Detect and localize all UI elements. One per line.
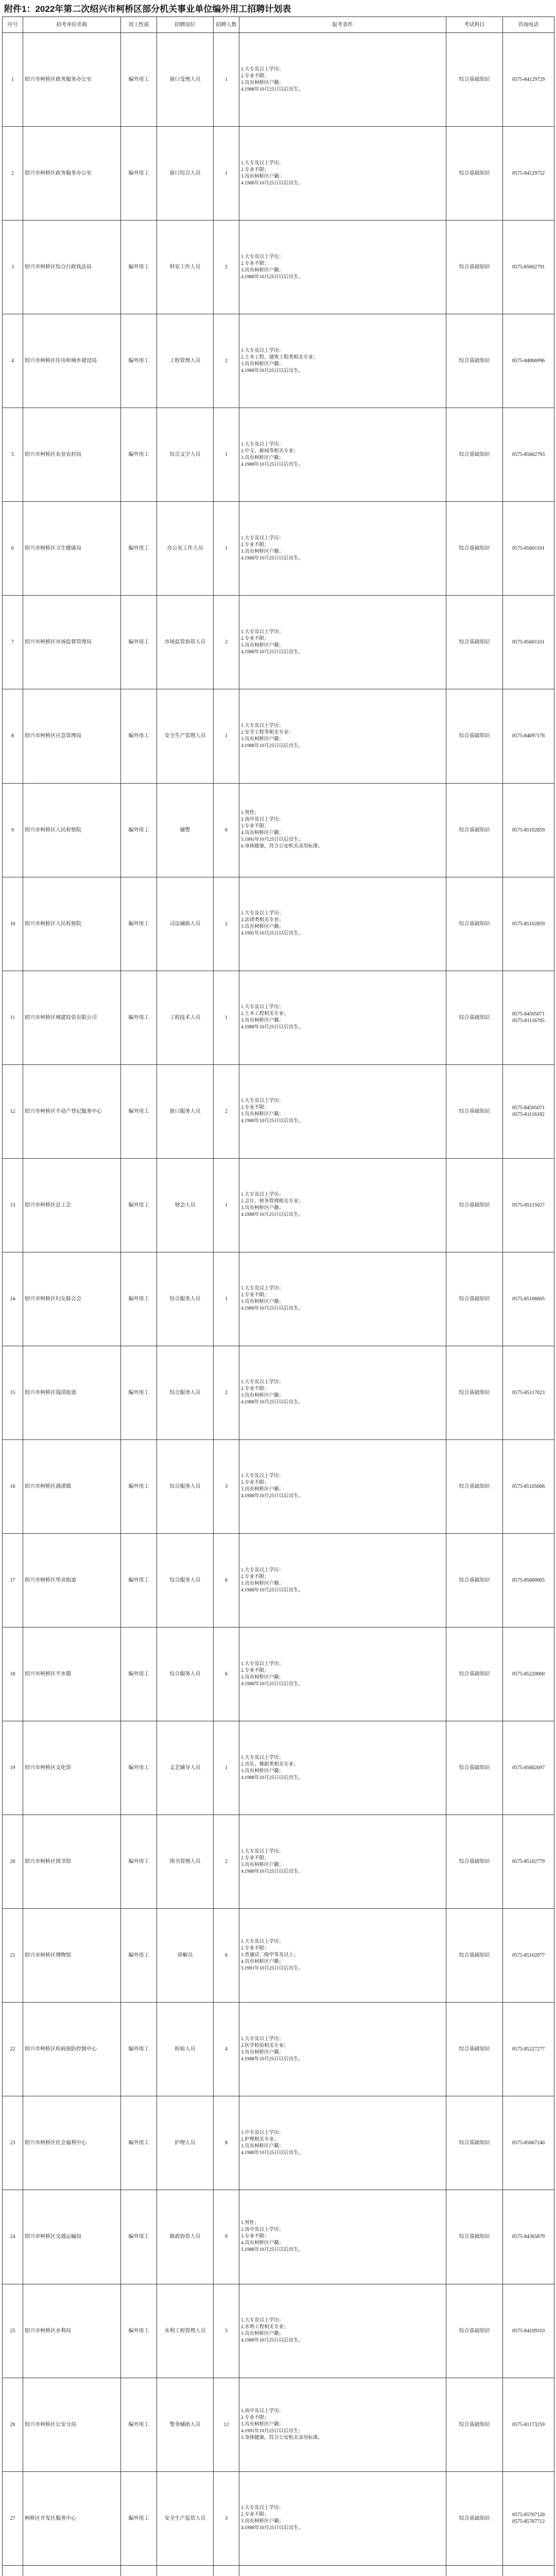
cell-no: 13 [3, 1158, 23, 1252]
cell-no: 4 [3, 314, 23, 408]
cell-nature: 编外用工 [121, 314, 157, 408]
cell-phone: 0575-85767120 0575-85767712 [503, 2471, 554, 2565]
cell-phone: 0575-85667240 [503, 2096, 554, 2190]
table-row [3, 1439, 554, 1533]
cell-count: 6 [214, 1909, 239, 2003]
cell-phone: 0575-85115027 [503, 1158, 554, 1252]
cell-unit: 绍兴市柯桥区市场监督管理局 [23, 596, 121, 689]
cell-subject: 综合基础知识 [446, 596, 503, 689]
cell-requirements: 1.高中及以上学历； 2.专业不限； 3.具有柯桥区户籍； 4.1991年10月25日以后出生； 5.身体健康，符合公安机关录用标准。 [239, 2378, 446, 2471]
cell-subject: 综合基础知识 [446, 1628, 503, 1721]
cell-subject: 综合基础知识 [446, 1721, 503, 1815]
cell-phone: 0575-85601101 [503, 502, 554, 596]
cell-post: 工程管理人员 [157, 314, 214, 408]
cell-count: 1 [214, 689, 239, 783]
cell-subject: 综合基础知识 [446, 2096, 503, 2190]
cell-unit: 绍兴市柯桥区住房和城乡建设局 [23, 314, 121, 408]
cell-phone: 0575-84505071 0575-81116705 [503, 971, 554, 1064]
cell-subject: 综合基础知识 [446, 783, 503, 877]
table-row [3, 2565, 554, 2576]
cell-count: 1 [214, 33, 239, 127]
cell-subject: 综合基础知识 [446, 314, 503, 408]
cell-requirements: 1.大专及以上学历； 2.专业不限； 3.具有柯桥区户籍； 4.1988年10月25日以后出生。 [239, 1439, 446, 1533]
cell-subject: 综合基础知识 [446, 1534, 503, 1628]
cell-no: 10 [3, 877, 23, 971]
table-row [3, 2096, 554, 2190]
header-unit: 招考单位名称 [23, 17, 121, 33]
cell-count: 1 [214, 127, 239, 221]
cell-phone: 0575-84129729 [503, 33, 554, 127]
cell-unit: 绍兴市柯桥区总工会 [23, 1158, 121, 1252]
table-row [3, 127, 554, 221]
cell-unit: 绍兴市柯桥区卫生健康局 [23, 502, 121, 596]
cell-count: 3 [214, 1439, 239, 1533]
cell-count: 8 [214, 2096, 239, 2190]
cell-unit: 绍兴市柯桥区文化馆 [23, 1721, 121, 1815]
cell-unit [23, 2565, 121, 2576]
cell-phone: 0575-85105006 [503, 1439, 554, 1533]
cell-count [214, 2565, 239, 2576]
cell-phone: 0575-85227277 [503, 2003, 554, 2096]
cell-count: 1 [214, 1252, 239, 1346]
cell-unit: 绍兴市柯桥区不动产登记服务中心 [23, 1064, 121, 1158]
cell-post: 综合服务人员 [157, 1628, 214, 1721]
cell-unit: 绍兴市柯桥区交通运输局 [23, 2190, 121, 2284]
cell-count: 1 [214, 971, 239, 1064]
cell-post: 讲解员 [157, 1909, 214, 2003]
table-row [3, 1815, 554, 1909]
cell-requirements: 1.大专及以上学历； 2.水利工程相关专业； 3.具有柯桥区户籍； 4.1988年10月25日以后出生。 [239, 2284, 446, 2378]
cell-nature: 编外用工 [121, 1534, 157, 1628]
cell-phone: 0575-85117023 [503, 1346, 554, 1439]
cell-phone: 0575-85600005 [503, 1534, 554, 1628]
cell-post: 路政协管人员 [157, 2190, 214, 2284]
cell-post [157, 2565, 214, 2576]
cell-subject: 综合基础知识 [446, 221, 503, 314]
table-body [3, 33, 554, 2576]
cell-requirements: 1.大专及以上学历； 2.专业不限； 3.具有柯桥区户籍； 4.1988年10月25日以后出生。 [239, 1064, 446, 1158]
cell-nature: 编外用工 [121, 221, 157, 314]
cell-post: 窗口综合人员 [157, 127, 214, 221]
cell-nature: 编外用工 [121, 689, 157, 783]
cell-post: 警务辅助人员 [157, 2378, 214, 2471]
cell-requirements: 1.大专及以上学历； 2.专业不限； 3.具有柯桥区户籍； 4.1988年10月25日以后出生。 [239, 502, 446, 596]
cell-nature: 编外用工 [121, 1064, 157, 1158]
cell-subject: 综合基础知识 [446, 689, 503, 783]
cell-nature: 编外用工 [121, 1909, 157, 2003]
cell-subject: 综合基础知识 [446, 1815, 503, 1909]
cell-nature: 编外用工 [121, 1815, 157, 1909]
cell-count: 4 [214, 2003, 239, 2096]
table-row [3, 1909, 554, 2003]
cell-requirements: 1.大专及以上学历； 2.专业不限； 3.具有柯桥区户籍； 4.1988年10月25日以后出生。 [239, 1346, 446, 1439]
cell-no: 1 [3, 33, 23, 127]
cell-subject: 综合基础知识 [446, 2471, 503, 2565]
cell-post: 安全生产管理人员 [157, 689, 214, 783]
cell-unit: 绍兴市柯桥区妇女联合会 [23, 1252, 121, 1346]
cell-requirements: 1.大专及以上学历； 2.医学检验相关专业； 3.具有柯桥区户籍； 4.1988年10月25日以后出生。 [239, 2003, 446, 2096]
cell-requirements: 1.男性； 2.高中及以上学历； 3.专业不限； 4.具有柯桥区户籍； 5.1991年10月25日以后出生； 6.身体健康，符合公安机关录用标准。 [239, 783, 446, 877]
table-row [3, 689, 554, 783]
cell-requirements: 1.男性； 2.高中及以上学历； 3.专业不限； 4.具有柯桥区户籍； 5.1988年10月25日以后出生。 [239, 2190, 446, 2284]
header-subject: 考试科目 [446, 17, 503, 33]
cell-unit: 绍兴市柯桥区钱清街道 [23, 1346, 121, 1439]
cell-nature: 编外用工 [121, 2003, 157, 2096]
cell-phone: 0575-85102779 [503, 1815, 554, 1909]
cell-post: 综合服务人员 [157, 1534, 214, 1628]
cell-unit: 绍兴市柯桥区图书馆 [23, 1815, 121, 1909]
cell-subject: 综合基础知识 [446, 877, 503, 971]
cell-nature: 编外用工 [121, 2096, 157, 2190]
cell-unit: 绍兴市柯桥区政务服务办公室 [23, 33, 121, 127]
cell-post: 文艺辅导人员 [157, 1721, 214, 1815]
cell-unit: 绍兴市柯桥区综合行政执法局 [23, 221, 121, 314]
cell-subject: 综合基础知识 [446, 502, 503, 596]
cell-post: 综合服务人员 [157, 1346, 214, 1439]
cell-nature: 编外用工 [121, 971, 157, 1064]
cell-subject: 综合基础知识 [446, 1346, 503, 1439]
cell-no: 11 [3, 971, 23, 1064]
cell-phone: 0575-84129752 [503, 127, 554, 221]
cell-no: 24 [3, 2190, 23, 2284]
cell-count: 6 [214, 1534, 239, 1628]
cell-phone: 0575-84066996 [503, 314, 554, 408]
cell-requirements: 1.大专及以上学历； 2.土木工程相关专业； 3.具有柯桥区户籍； 4.1988年10月25日以后出生。 [239, 971, 446, 1064]
cell-count: 2 [214, 1346, 239, 1439]
cell-requirements: 1.大专及以上学历； 2.音乐、舞蹈类相关专业； 3.具有柯桥区户籍； 4.1988年10月25日以后出生。 [239, 1721, 446, 1815]
cell-nature: 编外用工 [121, 1158, 157, 1252]
table-row [3, 2190, 554, 2284]
table-row [3, 971, 554, 1064]
cell-nature: 编外用工 [121, 33, 157, 127]
cell-nature: 编外用工 [121, 1721, 157, 1815]
cell-nature: 编外用工 [121, 127, 157, 221]
cell-unit: 绍兴市柯桥区城建投资有限公司 [23, 971, 121, 1064]
cell-nature: 编外用工 [121, 1346, 157, 1439]
cell-post: 窗口服务人员 [157, 1064, 214, 1158]
cell-subject: 综合基础知识 [446, 33, 503, 127]
cell-requirements: 1.大专及以上学历； 2.专业不限； 3.具有柯桥区户籍； 4.1988年10月25日以后出生。 [239, 33, 446, 127]
table-row [3, 502, 554, 596]
cell-requirements: 1.大专及以上学历； 2.专业不限； 3.具有柯桥区户籍； 4.1988年10月25日以后出生。 [239, 596, 446, 689]
cell-no: 3 [3, 221, 23, 314]
cell-unit: 绍兴市柯桥区华舍街道 [23, 1534, 121, 1628]
cell-post: 辅警 [157, 783, 214, 877]
recruitment-table [2, 16, 554, 2576]
cell-nature [121, 2565, 157, 2576]
cell-phone: 0575-84109310 [503, 2284, 554, 2378]
cell-count: 2 [214, 1815, 239, 1909]
table-row [3, 33, 554, 127]
cell-unit: 绍兴市柯桥区平水镇 [23, 1628, 121, 1721]
header-requirements: 报考条件 [239, 17, 446, 33]
table-row [3, 1252, 554, 1346]
cell-nature: 编外用工 [121, 1628, 157, 1721]
cell-requirements: 1.大专及以上学历； 2.专业不限； 3.具有柯桥区户籍； 4.1988年10月25日以后出生。 [239, 127, 446, 221]
cell-requirements: 1.大专及以上学历； 2.专业不限； 3.具有柯桥区户籍； 4.1988年10月25日以后出生。 [239, 221, 446, 314]
cell-no: 23 [3, 2096, 23, 2190]
cell-no: 22 [3, 2003, 23, 2096]
cell-nature: 编外用工 [121, 2471, 157, 2565]
cell-subject [446, 2565, 503, 2576]
cell-requirements: 1.大专及以上学历； 2.专业不限； 3.具有柯桥区户籍； 4.1988年10月25日以后出生。 [239, 2471, 446, 2565]
cell-requirements [239, 2565, 446, 2576]
cell-unit: 绍兴市柯桥区漓渚镇 [23, 1439, 121, 1533]
cell-no [3, 2565, 23, 2576]
table-row [3, 2471, 554, 2565]
cell-nature: 编外用工 [121, 783, 157, 877]
table-row [3, 1628, 554, 1721]
table-row [3, 314, 554, 408]
cell-nature: 编外用工 [121, 502, 157, 596]
cell-no: 6 [3, 502, 23, 596]
cell-requirements: 1.大专及以上学历； 2.专业不限； 3.具有柯桥区户籍； 4.1988年10月25日以后出生。 [239, 1534, 446, 1628]
cell-nature: 编外用工 [121, 596, 157, 689]
cell-phone: 0575-85602793 [503, 408, 554, 502]
table-row [3, 408, 554, 502]
cell-subject: 综合基础知识 [446, 2284, 503, 2378]
cell-phone: 0575-85102077 [503, 1909, 554, 2003]
cell-no: 14 [3, 1252, 23, 1346]
cell-subject: 综合基础知识 [446, 1064, 503, 1158]
cell-no: 15 [3, 1346, 23, 1439]
cell-no: 2 [3, 127, 23, 221]
table-row [3, 221, 554, 314]
cell-phone: 0575-84365879 [503, 2190, 554, 2284]
cell-requirements: 1.大专及以上学历； 2.专业不限； 3.普通话二级甲等及以上； 4.具有柯桥区户籍； 5.1991年10月25日以后出生。 [239, 1909, 446, 2003]
cell-nature: 编外用工 [121, 2190, 157, 2284]
cell-subject: 综合基础知识 [446, 971, 503, 1064]
cell-unit: 绍兴市柯桥区博物馆 [23, 1909, 121, 2003]
cell-subject: 综合基础知识 [446, 1439, 503, 1533]
cell-phone: 0575-85602697 [503, 1721, 554, 1815]
cell-subject: 综合基础知识 [446, 127, 503, 221]
cell-subject: 综合基础知识 [446, 1909, 503, 2003]
cell-unit: 绍兴市柯桥区人民检察院 [23, 877, 121, 971]
cell-no: 26 [3, 2378, 23, 2471]
cell-count: 5 [214, 2284, 239, 2378]
cell-count: 9 [214, 2190, 239, 2284]
cell-requirements: 1.大专及以上学历； 2.中文、新闻等相关专业； 3.具有柯桥区户籍； 4.1988年10月25日以后出生。 [239, 408, 446, 502]
header-nature: 用工性质 [121, 17, 157, 33]
cell-phone: 0575-85601101 [503, 596, 554, 689]
cell-count: 2 [214, 221, 239, 314]
cell-count: 12 [214, 2378, 239, 2471]
cell-post: 护理人员 [157, 2096, 214, 2190]
cell-nature: 编外用工 [121, 1252, 157, 1346]
table-header-row [3, 17, 554, 33]
cell-unit: 绍兴市柯桥区社会福利中心 [23, 2096, 121, 2190]
cell-no: 18 [3, 1628, 23, 1721]
cell-unit: 绍兴市柯桥区水利局 [23, 2284, 121, 2378]
cell-phone: 0575-81173259 [503, 2378, 554, 2471]
cell-post: 水利工程管理人员 [157, 2284, 214, 2378]
table-row [3, 1064, 554, 1158]
table-row [3, 877, 554, 971]
cell-unit: 绍兴市柯桥区人民检察院 [23, 783, 121, 877]
table-row [3, 2378, 554, 2471]
cell-phone: 0575-85102859 [503, 877, 554, 971]
cell-phone [503, 2565, 554, 2576]
cell-no: 20 [3, 1815, 23, 1909]
cell-post: 工程技术人员 [157, 971, 214, 1064]
cell-post: 安全生产监管人员 [157, 2471, 214, 2565]
cell-post: 科室工作人员 [157, 221, 214, 314]
cell-count: 6 [214, 783, 239, 877]
table-row [3, 2284, 554, 2378]
table-row [3, 1158, 554, 1252]
cell-post: 图书管理人员 [157, 1815, 214, 1909]
table-row [3, 596, 554, 689]
cell-count: 2 [214, 314, 239, 408]
cell-nature: 编外用工 [121, 877, 157, 971]
cell-requirements: 1.大专及以上学历； 2.专业不限； 3.具有柯桥区户籍； 4.1988年10月25日以后出生。 [239, 1252, 446, 1346]
cell-unit: 柯桥区开发区服务中心 [23, 2471, 121, 2565]
cell-no: 12 [3, 1064, 23, 1158]
cell-phone: 0575-85106605 [503, 1252, 554, 1346]
cell-requirements: 1.大专及以上学历； 2.安全工程等相关专业； 3.具有柯桥区户籍； 4.1988年10月25日以后出生。 [239, 689, 446, 783]
cell-requirements: 1.大专及以上学历； 2.土木工程、建筑工程类相关专业； 3.具有柯桥区户籍； 4.1988年10月25日以后出生。 [239, 314, 446, 408]
cell-subject: 综合基础知识 [446, 1158, 503, 1252]
cell-subject: 综合基础知识 [446, 2003, 503, 2096]
cell-unit: 绍兴市柯桥区应急管理局 [23, 689, 121, 783]
cell-subject: 综合基础知识 [446, 2378, 503, 2471]
cell-requirements: 1.大专及以上学历； 2.会计、财务管理相关专业； 3.具有柯桥区户籍； 4.1988年10月25日以后出生。 [239, 1158, 446, 1252]
cell-phone: 0575-85602791 [503, 221, 554, 314]
cell-phone: 0575-84097176 [503, 689, 554, 783]
table-row [3, 1346, 554, 1439]
cell-unit: 绍兴市柯桥区公安分局 [23, 2378, 121, 2471]
header-post: 招聘岗位 [157, 17, 214, 33]
cell-no: 7 [3, 596, 23, 689]
cell-no: 9 [3, 783, 23, 877]
cell-phone: 0575-85220000 [503, 1628, 554, 1721]
table-row [3, 1534, 554, 1628]
cell-subject: 综合基础知识 [446, 1252, 503, 1346]
header-phone: 咨询电话 [503, 17, 554, 33]
cell-no: 8 [3, 689, 23, 783]
cell-no: 5 [3, 408, 23, 502]
cell-count: 2 [214, 877, 239, 971]
header-no: 序号 [3, 17, 23, 33]
cell-post: 检验人员 [157, 2003, 214, 2096]
cell-nature: 编外用工 [121, 2284, 157, 2378]
cell-post: 司法辅助人员 [157, 877, 214, 971]
cell-count: 1 [214, 1721, 239, 1815]
cell-no: 16 [3, 1439, 23, 1533]
cell-count: 3 [214, 2471, 239, 2565]
cell-count: 2 [214, 596, 239, 689]
cell-requirements: 1.大专及以上学历； 2.法律类相关专业； 3.具有柯桥区户籍； 4.1991年10月25日以后出生。 [239, 877, 446, 971]
cell-nature: 编外用工 [121, 2378, 157, 2471]
table-row [3, 783, 554, 877]
cell-no: 21 [3, 1909, 23, 2003]
cell-post: 市场监管协管人员 [157, 596, 214, 689]
cell-post: 综合文字人员 [157, 408, 214, 502]
cell-subject: 综合基础知识 [446, 408, 503, 502]
cell-post: 财会人员 [157, 1158, 214, 1252]
cell-count: 6 [214, 1628, 239, 1721]
cell-requirements: 1.大专及以上学历； 2.专业不限； 3.具有柯桥区户籍； 4.1988年10月25日以后出生。 [239, 1815, 446, 1909]
cell-count: 1 [214, 1158, 239, 1252]
cell-post: 窗口受理人员 [157, 33, 214, 127]
cell-requirements: 1.中专及以上学历； 2.护理相关专业； 3.具有柯桥区户籍； 4.1988年10月25日以后出生。 [239, 2096, 446, 2190]
cell-phone: 0575-84505071 0575-81116182 [503, 1064, 554, 1158]
cell-post: 综合服务人员 [157, 1252, 214, 1346]
cell-no: 25 [3, 2284, 23, 2378]
cell-subject: 综合基础知识 [446, 2190, 503, 2284]
cell-phone: 0575-85102859 [503, 783, 554, 877]
table-row [3, 2003, 554, 2096]
cell-unit: 绍兴市柯桥区疾病预防控制中心 [23, 2003, 121, 2096]
table-row [3, 1721, 554, 1815]
cell-nature: 编外用工 [121, 1439, 157, 1533]
cell-no: 17 [3, 1534, 23, 1628]
cell-count: 2 [214, 1064, 239, 1158]
cell-count: 1 [214, 502, 239, 596]
cell-unit: 绍兴市柯桥区农业农村局 [23, 408, 121, 502]
cell-no: 19 [3, 1721, 23, 1815]
page-title: 附件1：2022年第二次绍兴市柯桥区部分机关事业单位编外用工招聘计划表 [4, 4, 291, 14]
cell-post: 办公室工作人员 [157, 502, 214, 596]
cell-post: 综合服务人员 [157, 1439, 214, 1533]
cell-count: 1 [214, 408, 239, 502]
cell-unit: 绍兴市柯桥区政务服务办公室 [23, 127, 121, 221]
header-count: 招聘人数 [214, 17, 239, 33]
cell-nature: 编外用工 [121, 408, 157, 502]
cell-requirements: 1.大专及以上学历； 2.专业不限； 3.具有柯桥区户籍； 4.1988年10月25日以后出生。 [239, 1628, 446, 1721]
cell-no: 27 [3, 2471, 23, 2565]
